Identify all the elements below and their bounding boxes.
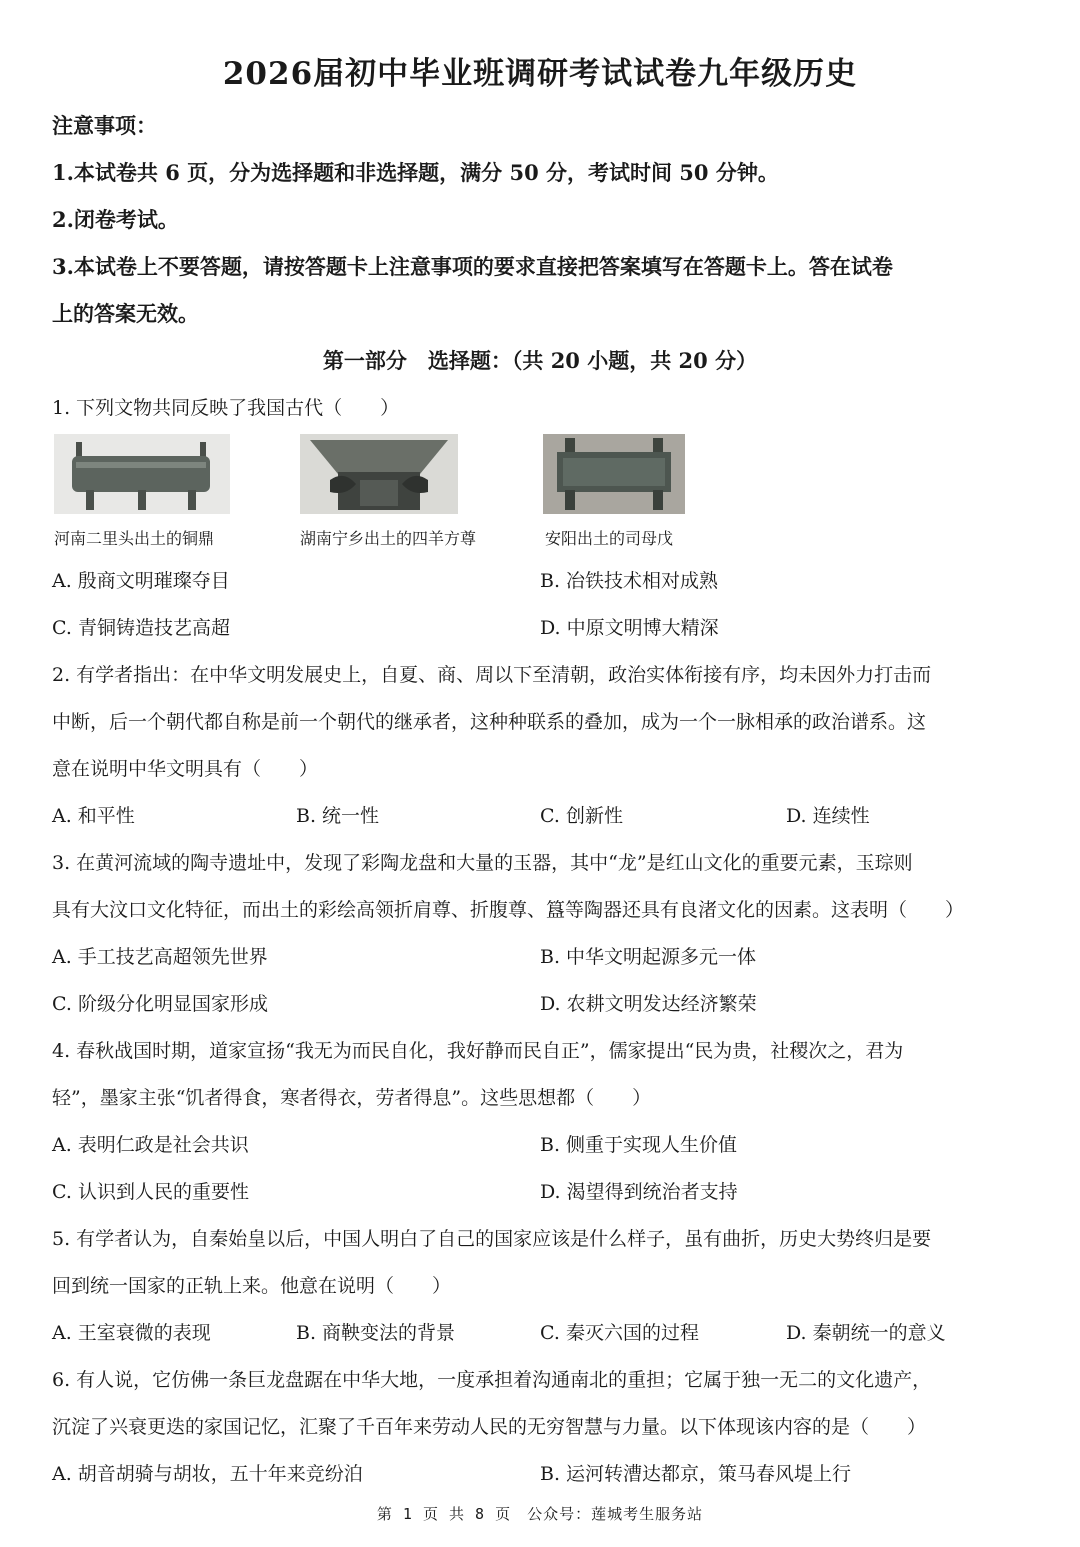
q5-option-c: C. 秦灭六国的过程: [540, 1322, 699, 1344]
simuwu-ding-image: [543, 434, 685, 518]
notice-item-1: 1.本试卷共 6 页，分为选择题和非选择题，满分 50 分，考试时间 50 分钟。: [52, 160, 779, 185]
q3-option-c: C. 阶级分化明显国家形成: [52, 993, 268, 1015]
question-2-stem-3: 意在说明中华文明具有（ ）: [52, 758, 319, 780]
q5-option-a: A. 王室衰微的表现: [52, 1322, 211, 1344]
section-title: 第一部分 选择题：（共 20 小题，共 20 分）: [322, 348, 758, 373]
question-5-stem-1: 5. 有学者认为，自秦始皇以后，中国人明白了自己的国家应该是什么样子，虽有曲折，历史大势终归是要: [52, 1228, 932, 1250]
notice-item-2: 2.闭卷考试。: [52, 207, 179, 232]
q2-option-d: D. 连续性: [786, 805, 870, 827]
q5-option-d: D. 秦朝统一的意义: [786, 1322, 946, 1344]
q4-option-c: C. 认识到人民的重要性: [52, 1181, 249, 1203]
q5-option-b: B. 商鞅变法的背景: [296, 1322, 456, 1344]
q3-option-d: D. 农耕文明发达经济繁荣: [540, 993, 757, 1015]
caption-simuwu: 安阳出土的司母戊: [545, 529, 674, 548]
q1-option-c: C. 青铜铸造技艺高超: [52, 617, 230, 639]
question-5-stem-2: 回到统一国家的正轨上来。他意在说明（ ）: [52, 1275, 452, 1297]
question-2-stem-2: 中断，后一个朝代都自称是前一个朝代的继承者，这种种联系的叠加，成为一个一脉相承的政治谱系。这: [52, 711, 927, 733]
q6-option-a: A. 胡音胡骑与胡妆，五十年来竞纷泊: [52, 1463, 363, 1485]
q6-option-b: B. 运河转漕达都京，策马春风堤上行: [540, 1463, 852, 1485]
q4-option-b: B. 侧重于实现人生价值: [540, 1134, 738, 1156]
notice-item-3b: 上的答案无效。: [52, 301, 199, 326]
question-2-stem-1: 2. 有学者指出：在中华文明发展史上，自夏、商、周以下至清朝，政治实体衔接有序，均未因外力打击而: [52, 664, 932, 686]
question-6-stem-2: 沉淀了兴衰更迭的家国记忆，汇聚了千百年来劳动人民的无穷智慧与力量。以下体现该内容的是（ ）: [52, 1416, 927, 1438]
question-3-stem-2: 具有大汶口文化特征，而出土的彩绘高领折肩尊、折腹尊、簋等陶器还具有良渚文化的因素。这表明（ ）: [52, 899, 965, 921]
question-4-stem-1: 4. 春秋战国时期，道家宣扬“我无为而民自化，我好静而民自正”，儒家提出“民为贵，社稷次之，君为: [52, 1040, 904, 1062]
question-6-stem-1: 6. 有人说，它仿佛一条巨龙盘踞在中华大地，一度承担着沟通南北的重担；它属于独一无二的文化遗产，: [52, 1369, 932, 1391]
q1-option-a: A. 殷商文明璀璨夺目: [52, 570, 230, 592]
q2-option-b: B. 统一性: [296, 805, 380, 827]
four-ram-zun-image: [300, 434, 458, 518]
q4-option-a: A. 表明仁政是社会共识: [52, 1134, 249, 1156]
page-footer: 第 1 页 共 8 页 公众号：莲城考生服务站: [376, 1505, 704, 1523]
q2-option-c: C. 创新性: [540, 805, 623, 827]
q3-option-b: B. 中华文明起源多元一体: [540, 946, 757, 968]
q4-option-d: D. 渴望得到统治者支持: [540, 1181, 738, 1203]
question-3-stem-1: 3. 在黄河流域的陶寺遗址中，发现了彩陶龙盘和大量的玉器，其中“龙”是红山文化的重要元素，玉琮则: [52, 852, 913, 874]
q2-option-a: A. 和平性: [52, 805, 135, 827]
question-1-stem: 1. 下列文物共同反映了我国古代（ ）: [52, 397, 400, 419]
notice-item-3a: 3.本试卷上不要答题，请按答题卡上注意事项的要求直接把答案填写在答题卡上。答在试卷: [52, 254, 893, 279]
q1-option-d: D. 中原文明博大精深: [540, 617, 719, 639]
bronze-ding-image: [54, 434, 230, 518]
question-4-stem-2: 轻”，墨家主张“饥者得食，寒者得衣，劳者得息”。这些思想都（ ）: [52, 1087, 652, 1109]
exam-title: 2026届初中毕业班调研考试试卷九年级历史: [222, 56, 858, 92]
caption-ding: 河南二里头出土的铜鼎: [54, 529, 215, 548]
q1-option-b: B. 冶铁技术相对成熟: [540, 570, 719, 592]
caption-four-ram-zun: 湖南宁乡出土的四羊方尊: [300, 529, 477, 548]
notice-heading: 注意事项：: [52, 113, 157, 138]
q3-option-a: A. 手工技艺高超领先世界: [52, 946, 268, 968]
